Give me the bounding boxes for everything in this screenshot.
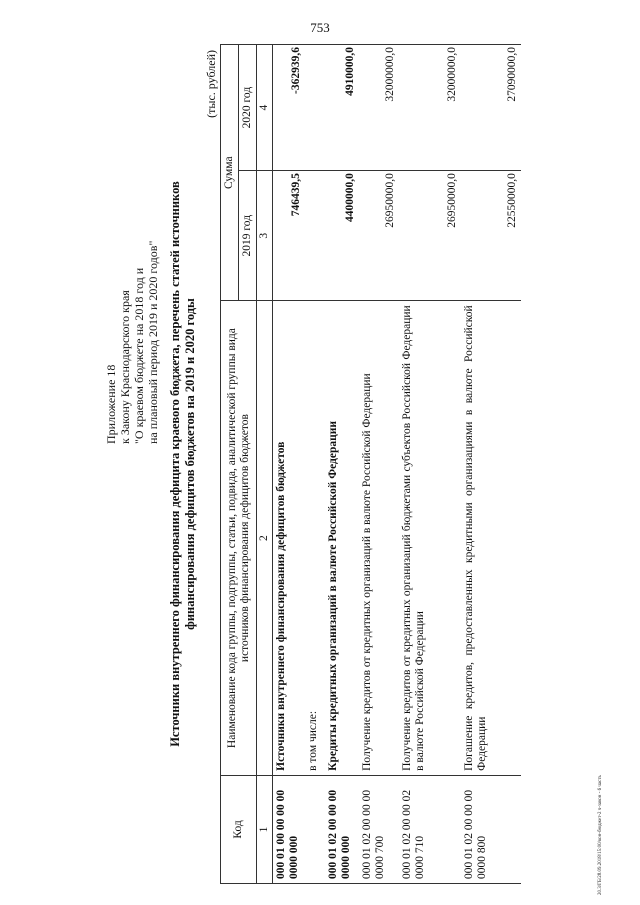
column-number: 4 [257, 45, 273, 171]
row-name: Источники внутреннего финансирования дефицитов бюджетов [273, 301, 305, 776]
page-number: 753 [310, 20, 330, 35]
row-value-2020 [305, 45, 325, 171]
appendix-line: к Закону Краснодарского края [118, 290, 132, 444]
header-code: Код [221, 775, 257, 883]
appendix-line: на плановый период 2019 и 2020 годов" [146, 240, 160, 444]
footer-note: 20.3/ГБ/28.09.2018/15:00/кон-бюджет-2 ч-закон - 6 часть [598, 775, 603, 895]
row-value-2020: -362939,6 [273, 45, 305, 171]
column-number-row [257, 45, 273, 884]
row-value-2019: 22550000,0 [461, 171, 521, 301]
row-name: Погашение кредитов, предоставленных кредитными организациями в валюте Российской Федерации [461, 301, 521, 776]
table-row [359, 45, 399, 884]
row-value-2020: 32000000,0 [399, 45, 461, 171]
row-value-2019: 26950000,0 [399, 171, 461, 301]
table-row [399, 45, 461, 884]
column-number: 1 [257, 775, 273, 883]
row-value-2019 [305, 171, 325, 301]
row-code [305, 775, 325, 883]
row-code: 000 01 02 00 00 00 0000 000 [325, 775, 359, 883]
row-name: в том числе: [305, 301, 325, 776]
appendix-line: Приложение 18 [104, 364, 118, 444]
row-code: 000 01 02 00 00 02 0000 710 [399, 775, 461, 883]
header-name: Наименование кода группы, подгруппы, статьи, подвида, аналитической группы вида источников финансирования дефицитов бюджетов [221, 301, 257, 776]
title-line: финансирования дефицитов бюджетов на 2019 и 2020 годы [183, 298, 197, 630]
row-value-2020: 32000000,0 [359, 45, 399, 171]
row-code: 000 01 02 00 00 00 0000 700 [359, 775, 399, 883]
table-row [325, 45, 359, 884]
rotated-sheet [92, 44, 544, 884]
header-2020: 2020 год [239, 45, 257, 171]
column-number: 3 [257, 171, 273, 301]
row-value-2019: 26950000,0 [359, 171, 399, 301]
units-label: (тыс. рублей) [204, 50, 218, 118]
appendix-line: "О краевом бюджете на 2018 год и [132, 267, 146, 444]
table-header-row [221, 45, 239, 884]
row-code: 000 01 00 00 00 00 0000 000 [273, 775, 305, 883]
document-title [168, 64, 198, 864]
row-value-2019: 746439,5 [273, 171, 305, 301]
table-row [461, 45, 521, 884]
title-line: Источники внутреннего финансирования дефицита краевого бюджета, перечень статей источников [168, 181, 182, 747]
row-value-2019: 4400000,0 [325, 171, 359, 301]
table-row [273, 45, 305, 884]
sources-table [220, 44, 521, 884]
row-value-2020: 4910000,0 [325, 45, 359, 171]
header-2019: 2019 год [239, 171, 257, 301]
table-row [305, 45, 325, 884]
row-code: 000 01 02 00 00 00 0000 800 [461, 775, 521, 883]
row-name: Кредиты кредитных организаций в валюте Российской Федерации [325, 301, 359, 776]
row-value-2020: 27090000,0 [461, 45, 521, 171]
column-number: 2 [257, 301, 273, 776]
row-name: Получение кредитов от кредитных организаций в валюте Российской Федерации [359, 301, 399, 776]
appendix-block [104, 54, 160, 444]
header-sum: Сумма [221, 45, 239, 301]
row-name: Получение кредитов от кредитных организаций бюджетами субъектов Российской Федерации в валюте Российской Федерации [399, 301, 461, 776]
